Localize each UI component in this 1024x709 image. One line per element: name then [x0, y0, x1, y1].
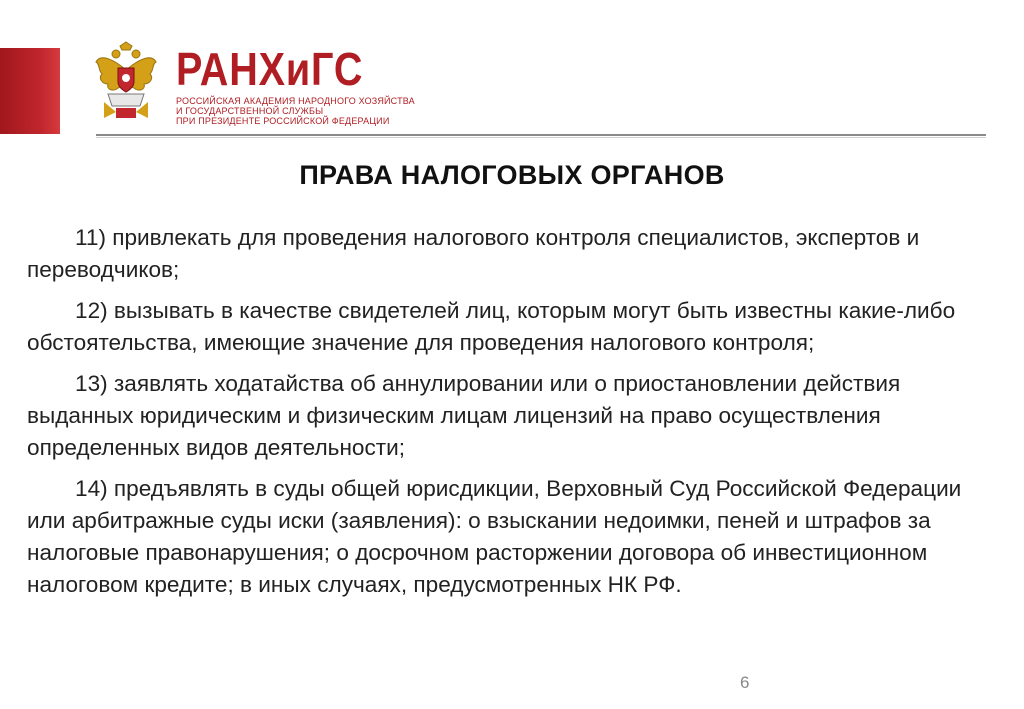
logo-subtitle-line: ПРИ ПРЕЗИДЕНТЕ РОССИЙСКОЙ ФЕДЕРАЦИИ	[176, 116, 390, 126]
rights-item-12: 12) вызывать в качестве свидетелей лиц, которым могут быть известны какие-либо обстоятельства, имеющие значение для проведения налогового контроля;	[27, 298, 956, 355]
slide-body	[27, 222, 977, 610]
header-divider	[96, 134, 986, 136]
page-number: 6	[740, 673, 750, 692]
logo-wordmark: РАНХиГС	[176, 43, 364, 95]
logo-subtitle	[176, 96, 415, 126]
rights-item-13: 13) заявлять ходатайства об аннулировании или о приостановлении действия выданных юридическим и физическим лицам лицензий на право осуществления определенных видов деятельности;	[27, 371, 901, 460]
rights-item-14: 14) предъявлять в суды общей юрисдикции, Верховный Суд Российской Федерации или арбитражные суды иски (заявления): о взыскании недоимки, пеней и штрафов за налоговые правонарушения; о досрочном расторжении договора об инвестиционном налоговом кредите; в иных случаях, предусмотренных НК РФ.	[27, 476, 962, 597]
rights-item-11: 11) привлекать для проведения налогового контроля специалистов, экспертов и переводчиков;	[27, 225, 920, 282]
slide-title: ПРАВА НАЛОГОВЫХ ОРГАНОВ	[299, 160, 725, 190]
double-headed-eagle-emblem-icon	[92, 40, 160, 124]
logo-subtitle-line: РОССИЙСКАЯ АКАДЕМИЯ НАРОДНОГО ХОЗЯЙСТВА	[176, 96, 415, 106]
red-accent-bar	[0, 48, 60, 134]
logo-subtitle-line: И ГОСУДАРСТВЕННОЙ СЛУЖБЫ	[176, 106, 324, 116]
